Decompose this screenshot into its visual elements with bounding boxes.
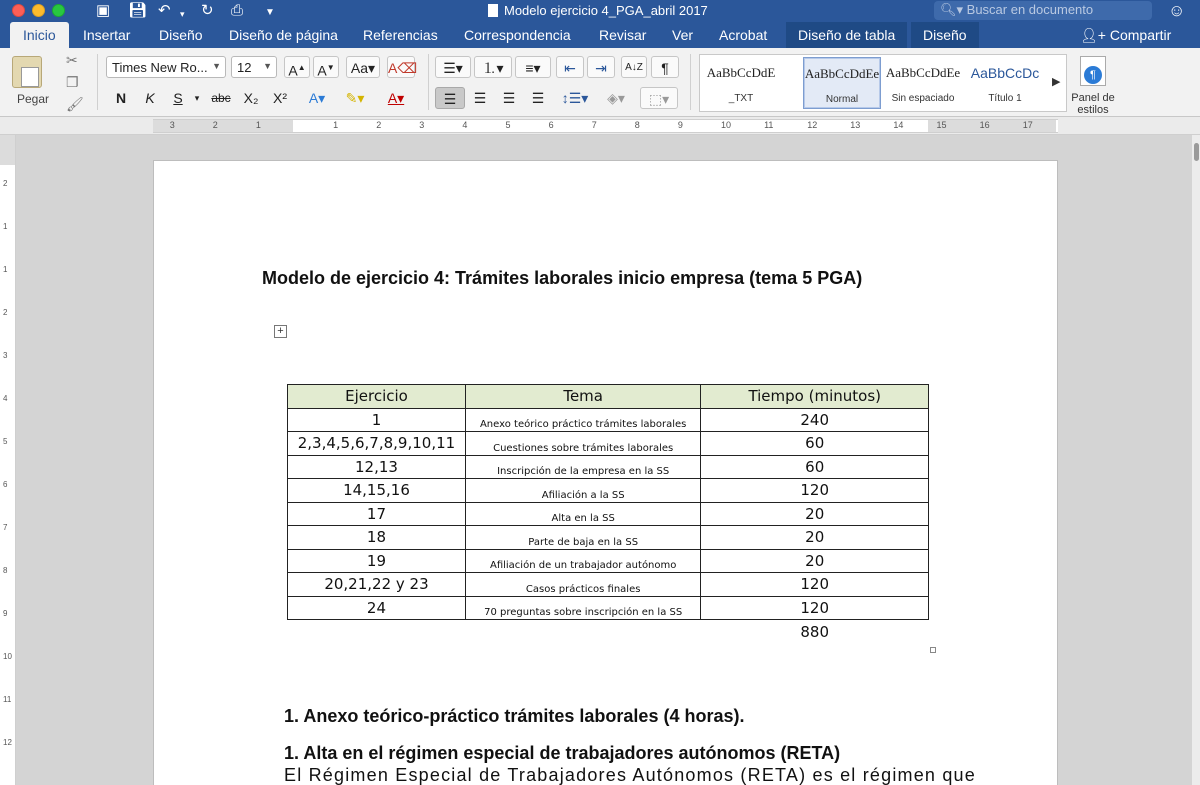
table-cell[interactable]: Inscripción de la empresa en la SS — [465, 455, 700, 479]
ruler-right-margin — [928, 120, 1056, 132]
ruler-number: 5 — [3, 437, 8, 446]
ruler-number: 1 — [255, 120, 261, 130]
table-cell[interactable]: 70 preguntas sobre inscripción en la SS — [465, 596, 700, 620]
tab-diseno[interactable]: Diseño — [159, 27, 203, 43]
tab-revisar[interactable]: Revisar — [599, 27, 647, 43]
change-case-button[interactable]: Aa▾ — [346, 56, 380, 78]
table-cell[interactable]: 120 — [701, 596, 929, 620]
table-cell[interactable]: 17 — [288, 502, 466, 526]
chevron-down-icon: ▼ — [212, 61, 221, 71]
style-name: _TXT — [728, 93, 754, 104]
table-row — [288, 549, 929, 573]
table-cell[interactable]: 240 — [701, 408, 929, 432]
style-name: Sin espaciado — [891, 93, 955, 104]
table-row — [288, 408, 929, 432]
tab-diseno-pagina[interactable]: Diseño de página — [229, 27, 338, 43]
underline-dropdown-icon[interactable]: ▾ — [194, 93, 200, 103]
section-heading: 1. Alta en el régimen especial de trabajadores autónomos (RETA) — [284, 743, 841, 763]
document-icon — [488, 4, 498, 17]
ruler-number: 4 — [3, 394, 8, 403]
style-preview: AaBbCcDc — [970, 65, 1040, 81]
table-cell-empty — [288, 620, 466, 644]
table-row — [288, 573, 929, 597]
table-cell[interactable]: Cuestiones sobre trámites laborales — [465, 432, 700, 456]
table-cell[interactable]: 20 — [701, 526, 929, 550]
superscript-button[interactable]: X² — [273, 90, 287, 106]
underline-button[interactable]: S — [173, 90, 183, 106]
share-button[interactable] — [1080, 27, 1171, 44]
table-resize-handle[interactable] — [930, 647, 936, 653]
horizontal-ruler[interactable] — [153, 119, 1058, 133]
font-name-select[interactable] — [106, 56, 226, 78]
table-row — [288, 479, 929, 503]
line-spacing-icon[interactable]: ↕☰▾ — [561, 90, 589, 106]
undo-icon[interactable]: ↶ — [158, 2, 171, 19]
style-preview: AaBbCcDdEe — [885, 65, 961, 80]
table-total-row — [288, 620, 929, 644]
table-cell[interactable]: 18 — [288, 526, 466, 550]
ruler-number: 10 — [721, 120, 732, 130]
cut-icon[interactable]: ✂ — [66, 52, 78, 68]
ruler-number: 3 — [419, 120, 425, 130]
add-person-icon: 👤︎+ — [1080, 27, 1110, 43]
align-center-icon[interactable]: ☰ — [473, 90, 487, 106]
search-input[interactable] — [934, 1, 1152, 20]
tab-inicio[interactable]: Inicio — [10, 22, 69, 48]
sort-icon[interactable]: A↓Z — [621, 56, 647, 78]
ribbon — [0, 48, 1200, 117]
table-row — [288, 596, 929, 620]
divider — [690, 54, 691, 110]
tab-ver[interactable]: Ver — [672, 27, 694, 43]
table-row — [288, 432, 929, 456]
minimize-window-button[interactable] — [32, 4, 45, 17]
search-placeholder: Buscar en documento — [966, 2, 1094, 17]
table-cell[interactable]: Alta en la SS — [465, 502, 700, 526]
ruler-number: 12 — [3, 738, 12, 747]
share-label: Compartir — [1109, 27, 1172, 43]
style-name: Título 1 — [988, 93, 1022, 104]
styles-gallery — [699, 54, 1067, 112]
italic-button[interactable]: K — [145, 90, 155, 106]
font-size-value: 12 — [237, 60, 252, 75]
ruler-number: 5 — [505, 120, 511, 130]
gallery-next-icon[interactable]: ▶ — [1052, 76, 1061, 88]
bold-button[interactable]: N — [115, 90, 127, 106]
ruler-number: 4 — [462, 120, 468, 130]
table-cell[interactable]: Casos prácticos finales — [465, 573, 700, 597]
window-title — [488, 3, 708, 18]
vertical-ruler[interactable] — [0, 135, 16, 785]
font-size-select[interactable] — [231, 56, 277, 78]
tab-diseno-tabla[interactable]: Diseño de tabla — [786, 22, 907, 48]
shrink-font-button[interactable]: A▼ — [313, 56, 339, 78]
style-txt[interactable] — [702, 57, 780, 109]
table-header-row — [288, 385, 929, 409]
subscript-button[interactable]: X₂ — [243, 90, 259, 106]
table-cell[interactable]: 120 — [701, 573, 929, 597]
document-page[interactable] — [153, 160, 1058, 785]
table-cell[interactable]: 19 — [288, 549, 466, 573]
ruler-number: 7 — [3, 523, 8, 532]
ruler-number: 8 — [634, 120, 640, 130]
decrease-indent-icon[interactable]: ⇤ — [556, 56, 584, 78]
styles-pane-icon[interactable]: ¶ — [1080, 56, 1106, 86]
ruler-number: 8 — [3, 566, 8, 575]
table-row — [288, 526, 929, 550]
table-row — [288, 502, 929, 526]
table-cell[interactable]: Afiliación a la SS — [465, 479, 700, 503]
ribbon-tabs — [0, 22, 1200, 48]
section-heading: 1. Anexo teórico-práctico trámites laborales (4 horas). — [284, 706, 745, 726]
style-titulo-1[interactable] — [966, 57, 1044, 109]
styles-pane-label[interactable]: Panel de estilos — [1071, 92, 1115, 116]
table-cell-empty — [465, 620, 700, 644]
table-cell[interactable]: Parte de baja en la SS — [465, 526, 700, 550]
justify-icon[interactable]: ☰ — [531, 90, 545, 106]
table-cell[interactable]: 20 — [701, 549, 929, 573]
ruler-number: 3 — [3, 351, 8, 360]
numbering-icon[interactable]: ⒈▾ — [474, 56, 512, 78]
strikethrough-button[interactable]: abc — [211, 91, 231, 105]
ruler-number: 11 — [3, 695, 12, 704]
table-cell[interactable]: 120 — [701, 479, 929, 503]
ruler-number: 12 — [807, 120, 818, 130]
clear-formatting-icon[interactable]: A⌫ — [387, 56, 415, 78]
table-cell[interactable]: 1 — [288, 408, 466, 432]
search-icon: 🔍︎▾ — [940, 2, 967, 17]
exercise-table[interactable] — [287, 384, 929, 643]
style-name: Normal — [825, 94, 859, 105]
table-header-cell[interactable]: Tema — [465, 385, 700, 409]
customize-toolbar-icon[interactable]: ▼ — [265, 7, 275, 18]
table-cell[interactable]: Anexo teórico práctico trámites laborales — [465, 408, 700, 432]
ruler-number: 1 — [333, 120, 339, 130]
table-move-handle-icon[interactable]: + — [274, 325, 287, 338]
ruler-number: 1 — [3, 222, 8, 231]
shading-icon[interactable]: ◈▾ — [607, 90, 625, 106]
tab-insertar[interactable]: Insertar — [83, 27, 131, 43]
grow-font-button[interactable]: A▲ — [284, 56, 310, 78]
paste-icon[interactable] — [12, 56, 42, 88]
table-row — [288, 455, 929, 479]
table-cell[interactable]: 60 — [701, 432, 929, 456]
redo-icon[interactable]: ↻ — [201, 2, 214, 19]
ruler-number: 6 — [548, 120, 554, 130]
horizontal-ruler-bar — [0, 117, 1200, 135]
tab-referencias[interactable]: Referencias — [363, 27, 438, 43]
ruler-number: 11 — [764, 120, 774, 130]
ruler-number: 14 — [893, 120, 904, 130]
window-title-text: Modelo ejercicio 4_PGA_abril 2017 — [504, 3, 708, 18]
print-icon[interactable]: ⎙ — [231, 2, 244, 19]
table-cell[interactable]: Afiliación de un trabajador autónomo — [465, 549, 700, 573]
copy-icon[interactable]: ❐ — [66, 74, 79, 90]
table-cell[interactable]: 12,13 — [288, 455, 466, 479]
sidebar-toggle-icon[interactable]: ▣ — [96, 2, 111, 19]
ruler-number: 10 — [3, 652, 12, 661]
table-cell[interactable]: 60 — [701, 455, 929, 479]
ruler-number: 15 — [936, 120, 947, 130]
ruler-number: 6 — [3, 480, 8, 489]
table-cell[interactable]: 2,3,4,5,6,7,8,9,10,11 — [288, 432, 466, 456]
zoom-window-button[interactable] — [52, 4, 65, 17]
undo-dropdown-icon[interactable]: ▾ — [180, 9, 185, 19]
title-bar — [0, 0, 1200, 22]
font-name-value: Times New Ro... — [112, 60, 208, 75]
ruler-number: 9 — [677, 120, 683, 130]
style-normal[interactable] — [803, 57, 881, 109]
body-paragraph: El Régimen Especial de Trabajadores Autónomos (RETA) es el régimen que — [284, 765, 976, 785]
increase-indent-icon[interactable]: ⇥ — [587, 56, 615, 78]
divider — [428, 54, 429, 110]
paste-label[interactable]: Pegar — [17, 92, 50, 106]
document-heading: Modelo de ejercicio 4: Trámites laborales inicio empresa (tema 5 PGA) — [262, 268, 863, 288]
ruler-number: 2 — [3, 308, 8, 317]
align-right-icon[interactable]: ☰ — [502, 90, 516, 106]
align-left-icon[interactable]: ☰ — [435, 87, 465, 109]
scrollbar-thumb[interactable] — [1194, 143, 1199, 161]
borders-icon[interactable]: ⬚▾ — [640, 87, 678, 109]
ruler-number: 13 — [850, 120, 861, 130]
ruler-number: 17 — [1022, 120, 1033, 130]
chevron-down-icon: ▼ — [263, 61, 272, 71]
style-sin-espaciado[interactable] — [884, 57, 962, 109]
feedback-smiley-icon[interactable]: ☺ — [1168, 1, 1186, 20]
tab-correspondencia[interactable]: Correspondencia — [464, 27, 571, 43]
ruler-number: 2 — [212, 120, 218, 130]
ruler-number: 9 — [3, 609, 8, 618]
vruler-top-margin — [0, 135, 15, 165]
ruler-number: 2 — [3, 179, 8, 188]
save-icon[interactable]: 💾︎ — [128, 2, 148, 19]
table-cell[interactable]: 20,21,22 y 23 — [288, 573, 466, 597]
table-cell[interactable]: 14,15,16 — [288, 479, 466, 503]
tab-diseno-ctx[interactable]: Diseño — [911, 22, 979, 48]
divider — [97, 54, 98, 110]
highlight-icon[interactable]: ✎▾ — [345, 90, 365, 106]
font-color-icon[interactable]: A▾ — [387, 90, 405, 106]
ruler-number: 2 — [376, 120, 382, 130]
ruler-number: 16 — [979, 120, 990, 130]
ruler-number: 3 — [169, 120, 175, 130]
style-preview: AaBbCcDdEe — [804, 66, 880, 81]
close-window-button[interactable] — [12, 4, 25, 17]
format-painter-icon[interactable]: 🖌︎ — [66, 96, 84, 112]
style-preview: AaBbCcDdE — [706, 65, 776, 80]
bullets-icon[interactable]: ☰▾ — [435, 56, 471, 78]
multilevel-list-icon[interactable]: ≡▾ — [515, 56, 551, 78]
table-header-cell[interactable]: Tiempo (minutos) — [701, 385, 929, 409]
ruler-number: 1 — [3, 265, 8, 274]
show-marks-icon[interactable]: ¶ — [651, 56, 679, 78]
vertical-scrollbar[interactable] — [1192, 135, 1200, 785]
table-cell[interactable]: 20 — [701, 502, 929, 526]
table-header-cell[interactable]: Ejercicio — [288, 385, 466, 409]
ruler-number: 7 — [591, 120, 597, 130]
tab-acrobat[interactable]: Acrobat — [719, 27, 768, 43]
table-total-value[interactable]: 880 — [800, 622, 830, 641]
text-effects-icon[interactable]: A▾ — [308, 90, 326, 106]
table-cell[interactable]: 24 — [288, 596, 466, 620]
